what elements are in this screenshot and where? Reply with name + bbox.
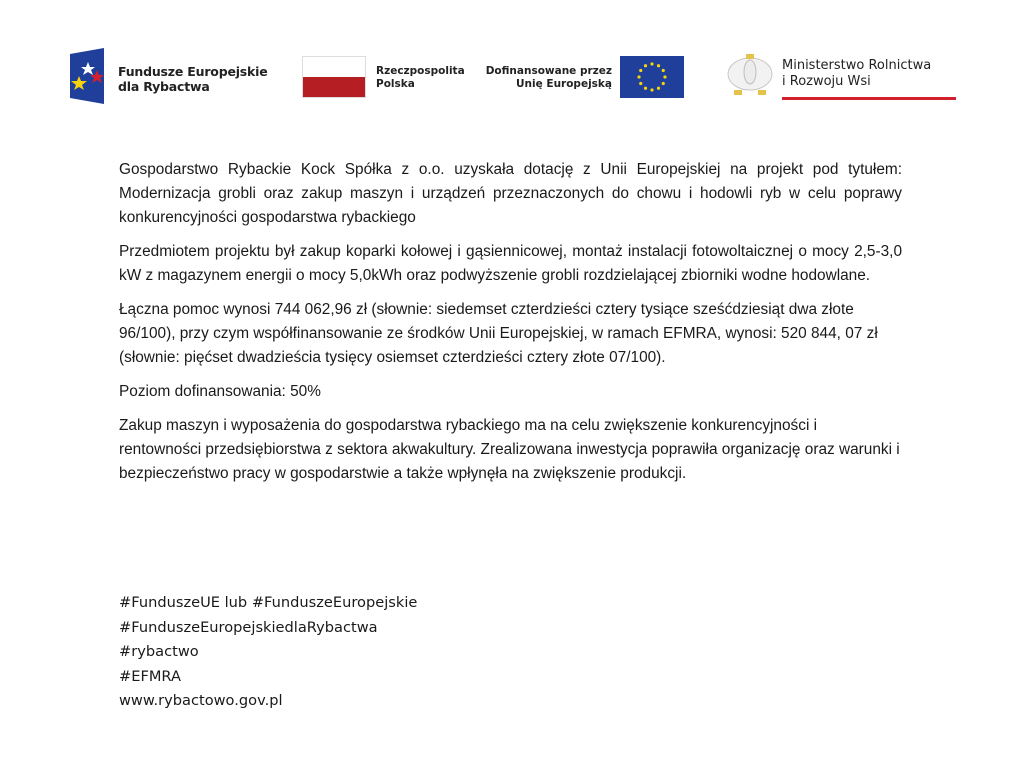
paragraph-grant-info: Gospodarstwo Rybackie Kock Spółka z o.o. uzyskała dotację z Unii Europejskiej na projekt pod tytułem: Modernizacja grobli oraz zakup maszyn i urządzeń przeznaczonych do chowu i hodowli ryb w celu poprawy konkurencyjności gospodarstwa rybackiego — [119, 161, 902, 226]
website-link[interactable]: www.rybactowo.gov.pl — [119, 692, 283, 709]
eu-star — [637, 75, 640, 78]
eu-logo-line2: Unię Europejską — [516, 78, 612, 90]
fe-logo-line2: dla Rybactwa — [118, 79, 210, 94]
ministry-logo — [724, 50, 964, 110]
eu-star — [644, 87, 647, 90]
paragraph-project-subject: Przedmiotem projektu był zakup koparki kołowej i gąsiennicowej, montaż instalacji fotowoltaicznej o mocy 2,5-3,0 kW z magazynem energii o mocy 5,0kWh oraz podwyższenie grobli rozdzielającej zbiorniki wodne hodowlane. — [119, 243, 902, 284]
eu-star — [662, 69, 665, 72]
paragraph-funding-amount: Łączna pomoc wynosi 744 062,96 zł (słownie: siedemset czterdzieści cztery tysiące sześćdziesiąt dwa złote 96/100), przy czym współfinansowanie ze środków Unii Europejskiej, w ramach EFMRA, wynosi: 520 844, 07 zł (słownie: pięćset dwadzieścia tysięcy osiemset czterdzieści cztery złote 07/100). — [119, 301, 878, 366]
hashtag-efmra: #EFMRA — [119, 667, 181, 685]
ministry-logo-text — [782, 58, 931, 90]
eu-logo-text — [486, 65, 612, 91]
fe-logo-line1: Fundusze Europejskie — [118, 64, 268, 79]
eu-star — [650, 88, 653, 91]
document-body — [119, 158, 902, 496]
ministry-logo-line1: Ministerstwo Rolnictwa — [782, 58, 932, 73]
ministry-red-line — [782, 97, 956, 100]
eu-star — [639, 82, 642, 85]
hashtag-fe-rybactwa: #FunduszeEuropejskiedlaRybactwa — [119, 618, 378, 636]
eu-star — [662, 82, 665, 85]
fundusze-europejskie-logo — [70, 48, 280, 104]
eu-star — [663, 75, 666, 78]
polish-eagle-icon — [724, 50, 776, 102]
hashtag-rybactwo: #rybactwo — [119, 643, 199, 660]
eu-star — [639, 69, 642, 72]
pl-logo-text — [376, 65, 465, 91]
eu-star — [657, 87, 660, 90]
pl-logo-line1: Rzeczpospolita — [376, 65, 465, 77]
ministry-logo-line2: i Rozwoju Wsi — [782, 74, 871, 89]
eu-star — [644, 64, 647, 67]
eu-logo-line1: Dofinansowane przez — [485, 65, 612, 77]
eu-flag-icon — [620, 56, 684, 98]
fe-logo-text — [118, 64, 268, 94]
fe-flag-icon — [70, 48, 104, 104]
logo-bar — [64, 36, 964, 126]
hashtag-fundusze-ue: #FunduszeUE lub #FunduszeEuropejskie — [119, 594, 418, 611]
paragraph-funding-level: Poziom dofinansowania: 50% — [119, 383, 321, 400]
rzeczpospolita-polska-logo — [302, 56, 482, 100]
eu-star — [657, 64, 660, 67]
paragraph-project-goal: Zakup maszyn i wyposażenia do gospodarstwa rybackiego ma na celu zwiększenie konkurencyjności i rentowności przedsiębiorstwa z sektora akwakultury. Zrealizowana inwestycja poprawiła organizację oraz warunki i bezpieczeństwo pracy w gospodarstwie a także wpłynęła na zwiększenie produkcji. — [119, 417, 900, 482]
eu-cofinanced-logo — [484, 56, 694, 100]
polish-flag-icon — [302, 56, 366, 98]
eu-star — [650, 62, 653, 65]
pl-logo-line2: Polska — [376, 78, 415, 90]
hashtag-list — [119, 591, 417, 714]
